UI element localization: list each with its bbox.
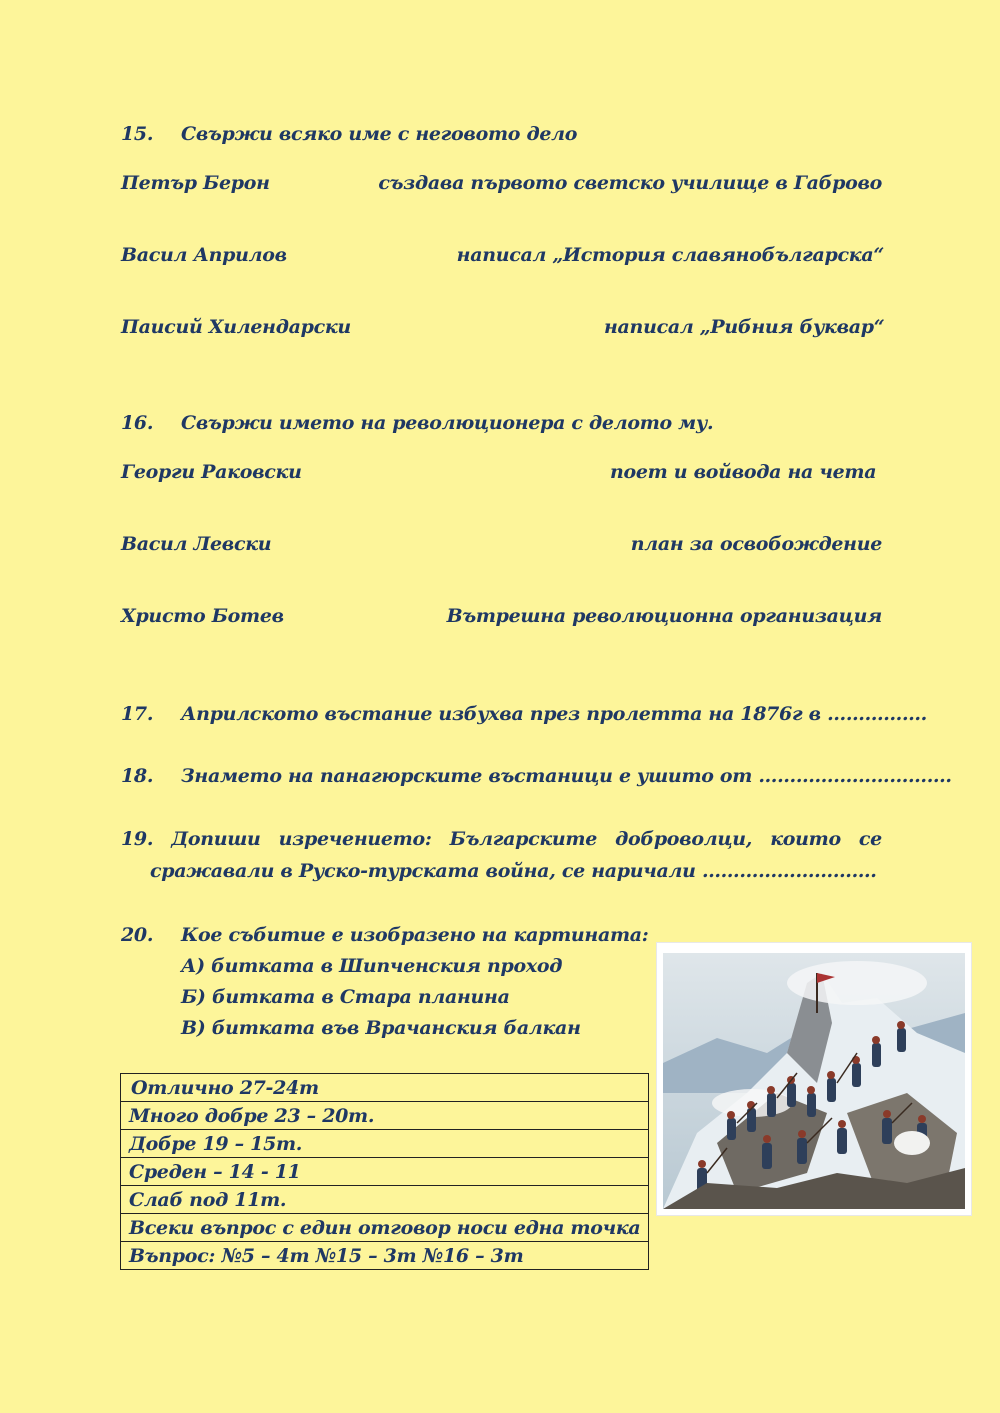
question-16-text: Свържи името на революционера с делото му. bbox=[181, 412, 714, 434]
q16-name-1: Георги Раковски bbox=[121, 461, 302, 483]
question-19-line-2: сражавали в Руско-турската война, се наричали ………………………. bbox=[150, 860, 877, 882]
question-19-word: изречението: bbox=[278, 828, 432, 850]
question-19-line-1 bbox=[121, 827, 882, 851]
question-17-number: 17. bbox=[121, 703, 154, 725]
grade-cell: Среден – 14 - 11 bbox=[121, 1158, 649, 1186]
q16-deed-1: поет и войвода на чета bbox=[610, 461, 877, 483]
question-19-word: Българските bbox=[449, 828, 598, 850]
question-19-number: 19. bbox=[121, 828, 154, 850]
q15-name-2: Васил Априлов bbox=[121, 244, 287, 266]
table-row bbox=[121, 1214, 649, 1242]
question-19-word: Допиши bbox=[171, 828, 261, 850]
question-17-text: Априлското въстание избухва през пролетта на 1876г в ……………. bbox=[181, 703, 927, 725]
q16-deed-3: Вътрешна революционна организация bbox=[446, 605, 882, 627]
table-row bbox=[121, 1186, 649, 1214]
q20-option-c: В) битката във Врачанския балкан bbox=[181, 1017, 581, 1039]
question-20-number: 20. bbox=[121, 924, 154, 946]
table-row bbox=[121, 1074, 649, 1102]
q16-name-2: Васил Левски bbox=[121, 533, 272, 555]
question-15-number: 15. bbox=[121, 123, 154, 145]
question-15-text: Свържи всяко име с неговото дело bbox=[181, 123, 578, 145]
q16-deed-2: план за освобождение bbox=[630, 533, 882, 555]
grade-cell: Много добре 23 – 20т. bbox=[121, 1102, 649, 1130]
q15-name-3: Паисий Хилендарски bbox=[121, 316, 351, 338]
grade-cell: Отлично 27-24т bbox=[121, 1074, 649, 1102]
q15-deed-2: написал „История славянобългарска“ bbox=[456, 244, 884, 266]
grade-cell: Добре 19 – 15т. bbox=[121, 1130, 649, 1158]
q15-deed-1: създава първото светско училище в Габрово bbox=[378, 172, 882, 194]
grading-table bbox=[120, 1073, 649, 1270]
grade-cell: Слаб под 11т. bbox=[121, 1186, 649, 1214]
q20-option-b: Б) битката в Стара планина bbox=[181, 986, 510, 1008]
grade-cell: Всеки въпрос с един отговор носи една точка bbox=[121, 1214, 649, 1242]
table-row bbox=[121, 1102, 649, 1130]
question-18-text: Знамето на панагюрските въстаници е ушито от …………………………. bbox=[181, 765, 952, 787]
q15-name-1: Петър Берон bbox=[121, 172, 270, 194]
q16-name-3: Христо Ботев bbox=[121, 605, 284, 627]
question-19-word: които bbox=[770, 828, 841, 850]
table-row bbox=[121, 1130, 649, 1158]
table-row bbox=[121, 1242, 649, 1270]
table-row bbox=[121, 1158, 649, 1186]
q15-deed-3: написал „Рибния буквар“ bbox=[604, 316, 885, 338]
battle-painting-image bbox=[657, 943, 971, 1215]
q20-option-a: А) битката в Шипченския проход bbox=[181, 955, 563, 977]
question-18-number: 18. bbox=[121, 765, 154, 787]
question-19-word: доброволци, bbox=[615, 828, 753, 850]
question-16-number: 16. bbox=[121, 412, 154, 434]
battle-painting bbox=[656, 942, 972, 1216]
question-20-text: Кое събитие е изобразено на картината: bbox=[181, 924, 649, 946]
question-19-word: се bbox=[858, 828, 882, 850]
grade-cell: Въпрос: №5 – 4т №15 – 3т №16 – 3т bbox=[121, 1242, 649, 1270]
